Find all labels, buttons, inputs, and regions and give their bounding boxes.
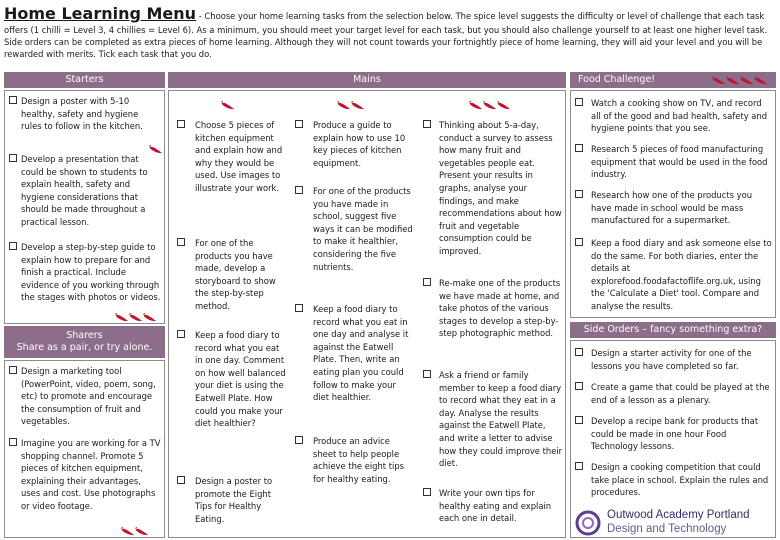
main-task-1-3: Keep a food diary to record what you eat in one day. Comment on how well balanced your diet is using the Eatwell Plate. How could you make your diet healthier? xyxy=(177,329,289,430)
sharers-section xyxy=(4,326,165,538)
task-checkbox[interactable] xyxy=(575,382,583,390)
chili-rating xyxy=(121,521,149,540)
task-checkbox[interactable] xyxy=(9,154,17,162)
task-checkbox[interactable] xyxy=(575,144,583,152)
task-checkbox[interactable] xyxy=(423,278,431,286)
mains-heading: Mains xyxy=(168,72,566,88)
task-checkbox[interactable] xyxy=(9,96,17,104)
side-orders-box xyxy=(570,340,776,538)
task-checkbox[interactable] xyxy=(575,238,583,246)
sharers-heading xyxy=(4,326,165,358)
chili-rating xyxy=(712,75,768,91)
task-checkbox[interactable] xyxy=(295,436,303,444)
challenge-task-1: Watch a cooking show on TV, and record all of the good and bad health, safety and hygiene points that you see. xyxy=(575,97,773,135)
starter-task-3: Develop a step-by-step guide to explain how to prepare for and finish a practical. Include evidence of you working through the stages with photos or videos. xyxy=(9,241,161,304)
task-checkbox[interactable] xyxy=(575,348,583,356)
chili-rating xyxy=(115,307,157,326)
main-task-2-3: Keep a food diary to record what you eat in one day and analyse it against the Eatwell Plate. Then, write an eating plan you could follow to make your diet healthier. xyxy=(295,303,413,404)
main-task-2-4: Produce an advice sheet to help people achieve the eight tips for healthy eating. xyxy=(295,435,413,485)
challenge-box xyxy=(570,90,776,318)
task-checkbox[interactable] xyxy=(9,438,17,446)
chili-icon xyxy=(712,76,726,85)
challenge-heading: Food Challenge! xyxy=(578,74,656,85)
side-order-task-3: Develop a recipe bank for products that could be made in one hour Food Technology lessons. xyxy=(575,415,773,453)
sharers-box xyxy=(4,360,165,538)
chili-rating xyxy=(469,95,511,114)
chili-icon xyxy=(497,101,511,110)
task-checkbox[interactable] xyxy=(177,120,185,128)
task-checkbox[interactable] xyxy=(295,120,303,128)
main-task-2-2: For one of the products you have made in school, suggest five ways it can be modified to make it healthier, considering the five nutrients. xyxy=(295,185,413,273)
side-order-task-1: Design a starter activity for one of the lessons you have completed so far. xyxy=(575,347,773,372)
challenge-task-3: Research how one of the products you have made in school would be mass manufactured for a supermarket. xyxy=(575,189,773,227)
task-checkbox[interactable] xyxy=(575,416,583,424)
chili-icon xyxy=(726,76,740,85)
starter-task-2: Develop a presentation that could be shown to students to explain health, safety and hygiene considerations that should be made throughout a practical lesson. xyxy=(9,153,161,229)
chili-icon xyxy=(351,101,365,110)
page-header xyxy=(4,4,776,61)
task-checkbox[interactable] xyxy=(423,488,431,496)
page-intro: - Choose your home learning tasks from the selection below. The spice level suggests the difficulty or level of challenge that each task offers (1 chilli = Level 3, 4 chillies = Level 6). As a minimum, you should meet your target level for each task, but you should also challenge yourself to at least one higher level task. Side orders can be completed as extra pieces of home learning. Although they will not count towards your fortnightly piece of home learning, they will aid your level and you will be rewarded with merits. Tick each task that you do. xyxy=(4,11,768,60)
chili-icon xyxy=(337,101,351,110)
chili-icon xyxy=(115,313,129,322)
chili-icon xyxy=(754,76,768,85)
starter-task-1: Design a poster with 5-10 healthy, safety and hygiene rules to follow in the kitchen. xyxy=(9,95,161,133)
chili-icon xyxy=(740,76,754,85)
chili-rating xyxy=(337,95,365,114)
sharers-subtitle: Share as a pair, or try alone. xyxy=(16,342,153,353)
main-task-3-4: Write your own tips for healthy eating and explain each one in detail. xyxy=(423,487,563,525)
logo-mark-icon xyxy=(575,510,601,536)
side-orders-section xyxy=(570,322,776,538)
task-checkbox[interactable] xyxy=(9,242,17,250)
sharers-title: Sharers xyxy=(66,330,103,341)
main-task-1-1: Choose 5 pieces of kitchen equipment and explain how and why they would be used. Use images to illustrate your work. xyxy=(177,119,289,195)
task-checkbox[interactable] xyxy=(9,366,17,374)
task-checkbox[interactable] xyxy=(177,238,185,246)
task-checkbox[interactable] xyxy=(423,370,431,378)
task-checkbox[interactable] xyxy=(423,120,431,128)
task-checkbox[interactable] xyxy=(295,304,303,312)
starters-section xyxy=(4,72,165,324)
task-checkbox[interactable] xyxy=(575,98,583,106)
starters-heading: Starters xyxy=(4,72,165,88)
side-orders-heading: Side Orders – fancy something extra? xyxy=(570,322,776,338)
logo-department: Design and Technology xyxy=(607,523,727,535)
main-task-1-2: For one of the products you have made, develop a storyboard to show the step-by-step method. xyxy=(177,237,289,313)
sharer-task-2: Imagine you are working for a TV shopping channel. Promote 5 pieces of kitchen equipment, explaining their advantages, uses and cost. Use photographs or video footage. xyxy=(9,437,161,513)
chili-icon xyxy=(483,101,497,110)
main-task-3-2: Re-make one of the products we have made at home, and take photos of the various stages to develop a step-by-step photographic method. xyxy=(423,277,563,340)
main-task-3-3: Ask a friend or family member to keep a food diary to record what they eat in a day. Analyse the results against the Eatwell Plate, and write a letter to advise how they could improve their diet. xyxy=(423,369,563,470)
challenge-task-2: Research 5 pieces of food manufacturing equipment that would be used in the food industry. xyxy=(575,143,773,181)
chili-icon xyxy=(469,101,483,110)
starters-box xyxy=(4,90,165,324)
logo-school-name: Outwood Academy Portland xyxy=(607,509,750,521)
main-task-3-1: Thinking about 5-a-day, conduct a survey to assess how many fruit and vegetables people eat. Present your results in graphs, analyse your findings, and make recommendations about how fruit and vegetable consumption could be improved. xyxy=(423,119,563,258)
mains-box xyxy=(168,90,566,538)
challenge-section xyxy=(570,72,776,318)
main-task-2-1: Produce a guide to explain how to use 10 key pieces of kitchen equipment. xyxy=(295,119,413,169)
challenge-task-4: Keep a food diary and ask someone else to do the same. For both diaries, enter the details at explorefood.foodafactoflife.org.uk, using the 'Calculate a Diet' tool. Compare and analyse the results. xyxy=(575,237,773,313)
main-task-1-4: Design a poster to promote the Eight Tips for Healthy Eating. xyxy=(177,475,289,525)
chili-icon xyxy=(129,313,143,322)
school-logo xyxy=(575,509,773,537)
mains-section xyxy=(168,72,566,538)
chili-rating xyxy=(221,95,235,114)
task-checkbox[interactable] xyxy=(177,330,185,338)
page-title: Home Learning Menu xyxy=(4,4,197,23)
side-order-task-2: Create a game that could be played at the end of a lesson as a plenary. xyxy=(575,381,773,406)
chili-icon xyxy=(121,527,135,536)
sharer-task-1: Design a marketing tool (PowerPoint, video, poem, song, etc) to promote and encourage the consumption of fruit and vegetables. xyxy=(9,365,161,428)
chili-icon xyxy=(221,101,235,110)
challenge-heading-bar xyxy=(570,72,776,88)
task-checkbox[interactable] xyxy=(575,462,583,470)
chili-icon xyxy=(143,313,157,322)
side-order-task-4: Design a cooking competition that could take place in school. Explain the rules and procedures. xyxy=(575,461,773,499)
chili-icon xyxy=(135,527,149,536)
task-checkbox[interactable] xyxy=(575,190,583,198)
task-checkbox[interactable] xyxy=(295,186,303,194)
task-checkbox[interactable] xyxy=(177,476,185,484)
